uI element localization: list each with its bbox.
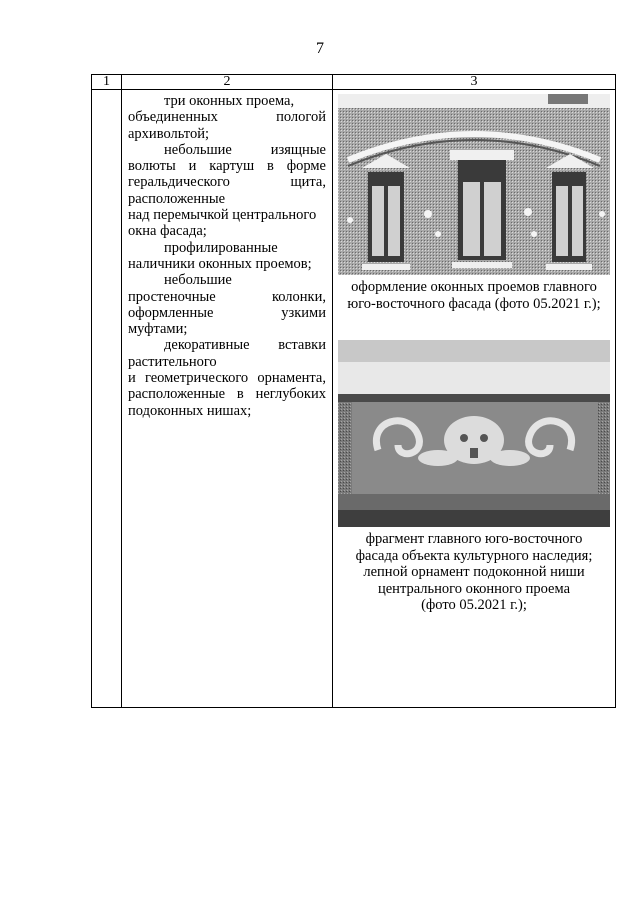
photo2-caption — [333, 531, 615, 614]
table-header-row — [92, 75, 616, 90]
text-line: наличники оконных проемов; — [128, 255, 312, 272]
column-header-3: 3 — [333, 75, 616, 90]
text-line: небольшие изящные — [164, 141, 326, 158]
description-paragraph — [128, 93, 326, 142]
caption-line: (фото 05.2021 г.); — [421, 597, 527, 613]
caption-line: центрального оконного проема — [377, 580, 571, 597]
text-line: подоконных нишах; — [128, 402, 252, 419]
text-line — [128, 93, 326, 109]
photo1-caption — [333, 279, 615, 312]
text-line: муфтами; — [128, 321, 188, 338]
text-line: объединенных пологой — [128, 109, 326, 126]
caption-line: лепной орнамент подоконной ниши — [363, 564, 585, 580]
caption-line: фрагмент главного юго-восточного — [365, 531, 583, 547]
text-line: геральдического щита, — [128, 174, 326, 191]
text-line: над перемычкой центрального — [128, 207, 317, 224]
text-line: оформленные узкими — [128, 304, 326, 321]
facade-windows-photo — [338, 94, 610, 275]
description-paragraph — [128, 142, 326, 240]
text-line: декоративные вставки — [164, 337, 326, 354]
text-line: архивольтой; — [128, 125, 209, 142]
column-header-2: 2 — [122, 75, 333, 90]
text-line: расположенные в неглубоких — [128, 386, 326, 403]
caption-line: фасада объекта культурного наследия; — [355, 547, 593, 564]
caption-line: юго-восточного фасада (фото 05.2021 г.); — [347, 295, 601, 312]
text-line-content: три оконных проема, — [164, 93, 295, 109]
text-line: волюты и картуш в форме — [128, 158, 326, 175]
caption-line: оформление оконных проемов главного — [351, 279, 597, 295]
heritage-table — [91, 74, 616, 708]
row-number-cell — [92, 90, 122, 708]
description-paragraph — [128, 272, 326, 337]
column-header-1: 1 — [92, 75, 122, 90]
page-number: 7 — [316, 40, 324, 57]
text-line: расположенные — [128, 190, 226, 207]
photo-cell — [333, 90, 616, 708]
description-cell — [122, 90, 333, 708]
text-line: окна фасада; — [128, 223, 207, 240]
text-line: простеночные колонки, — [128, 288, 326, 305]
text-line: растительного — [128, 353, 217, 370]
text-line: и геометрического орнамента, — [128, 370, 326, 387]
text-line: небольшие — [164, 272, 232, 289]
description-paragraph — [128, 240, 326, 273]
table-row — [92, 90, 616, 708]
text-line: профилированные — [164, 239, 278, 256]
description-paragraph — [128, 337, 326, 418]
ornament-fragment-photo — [338, 340, 610, 527]
